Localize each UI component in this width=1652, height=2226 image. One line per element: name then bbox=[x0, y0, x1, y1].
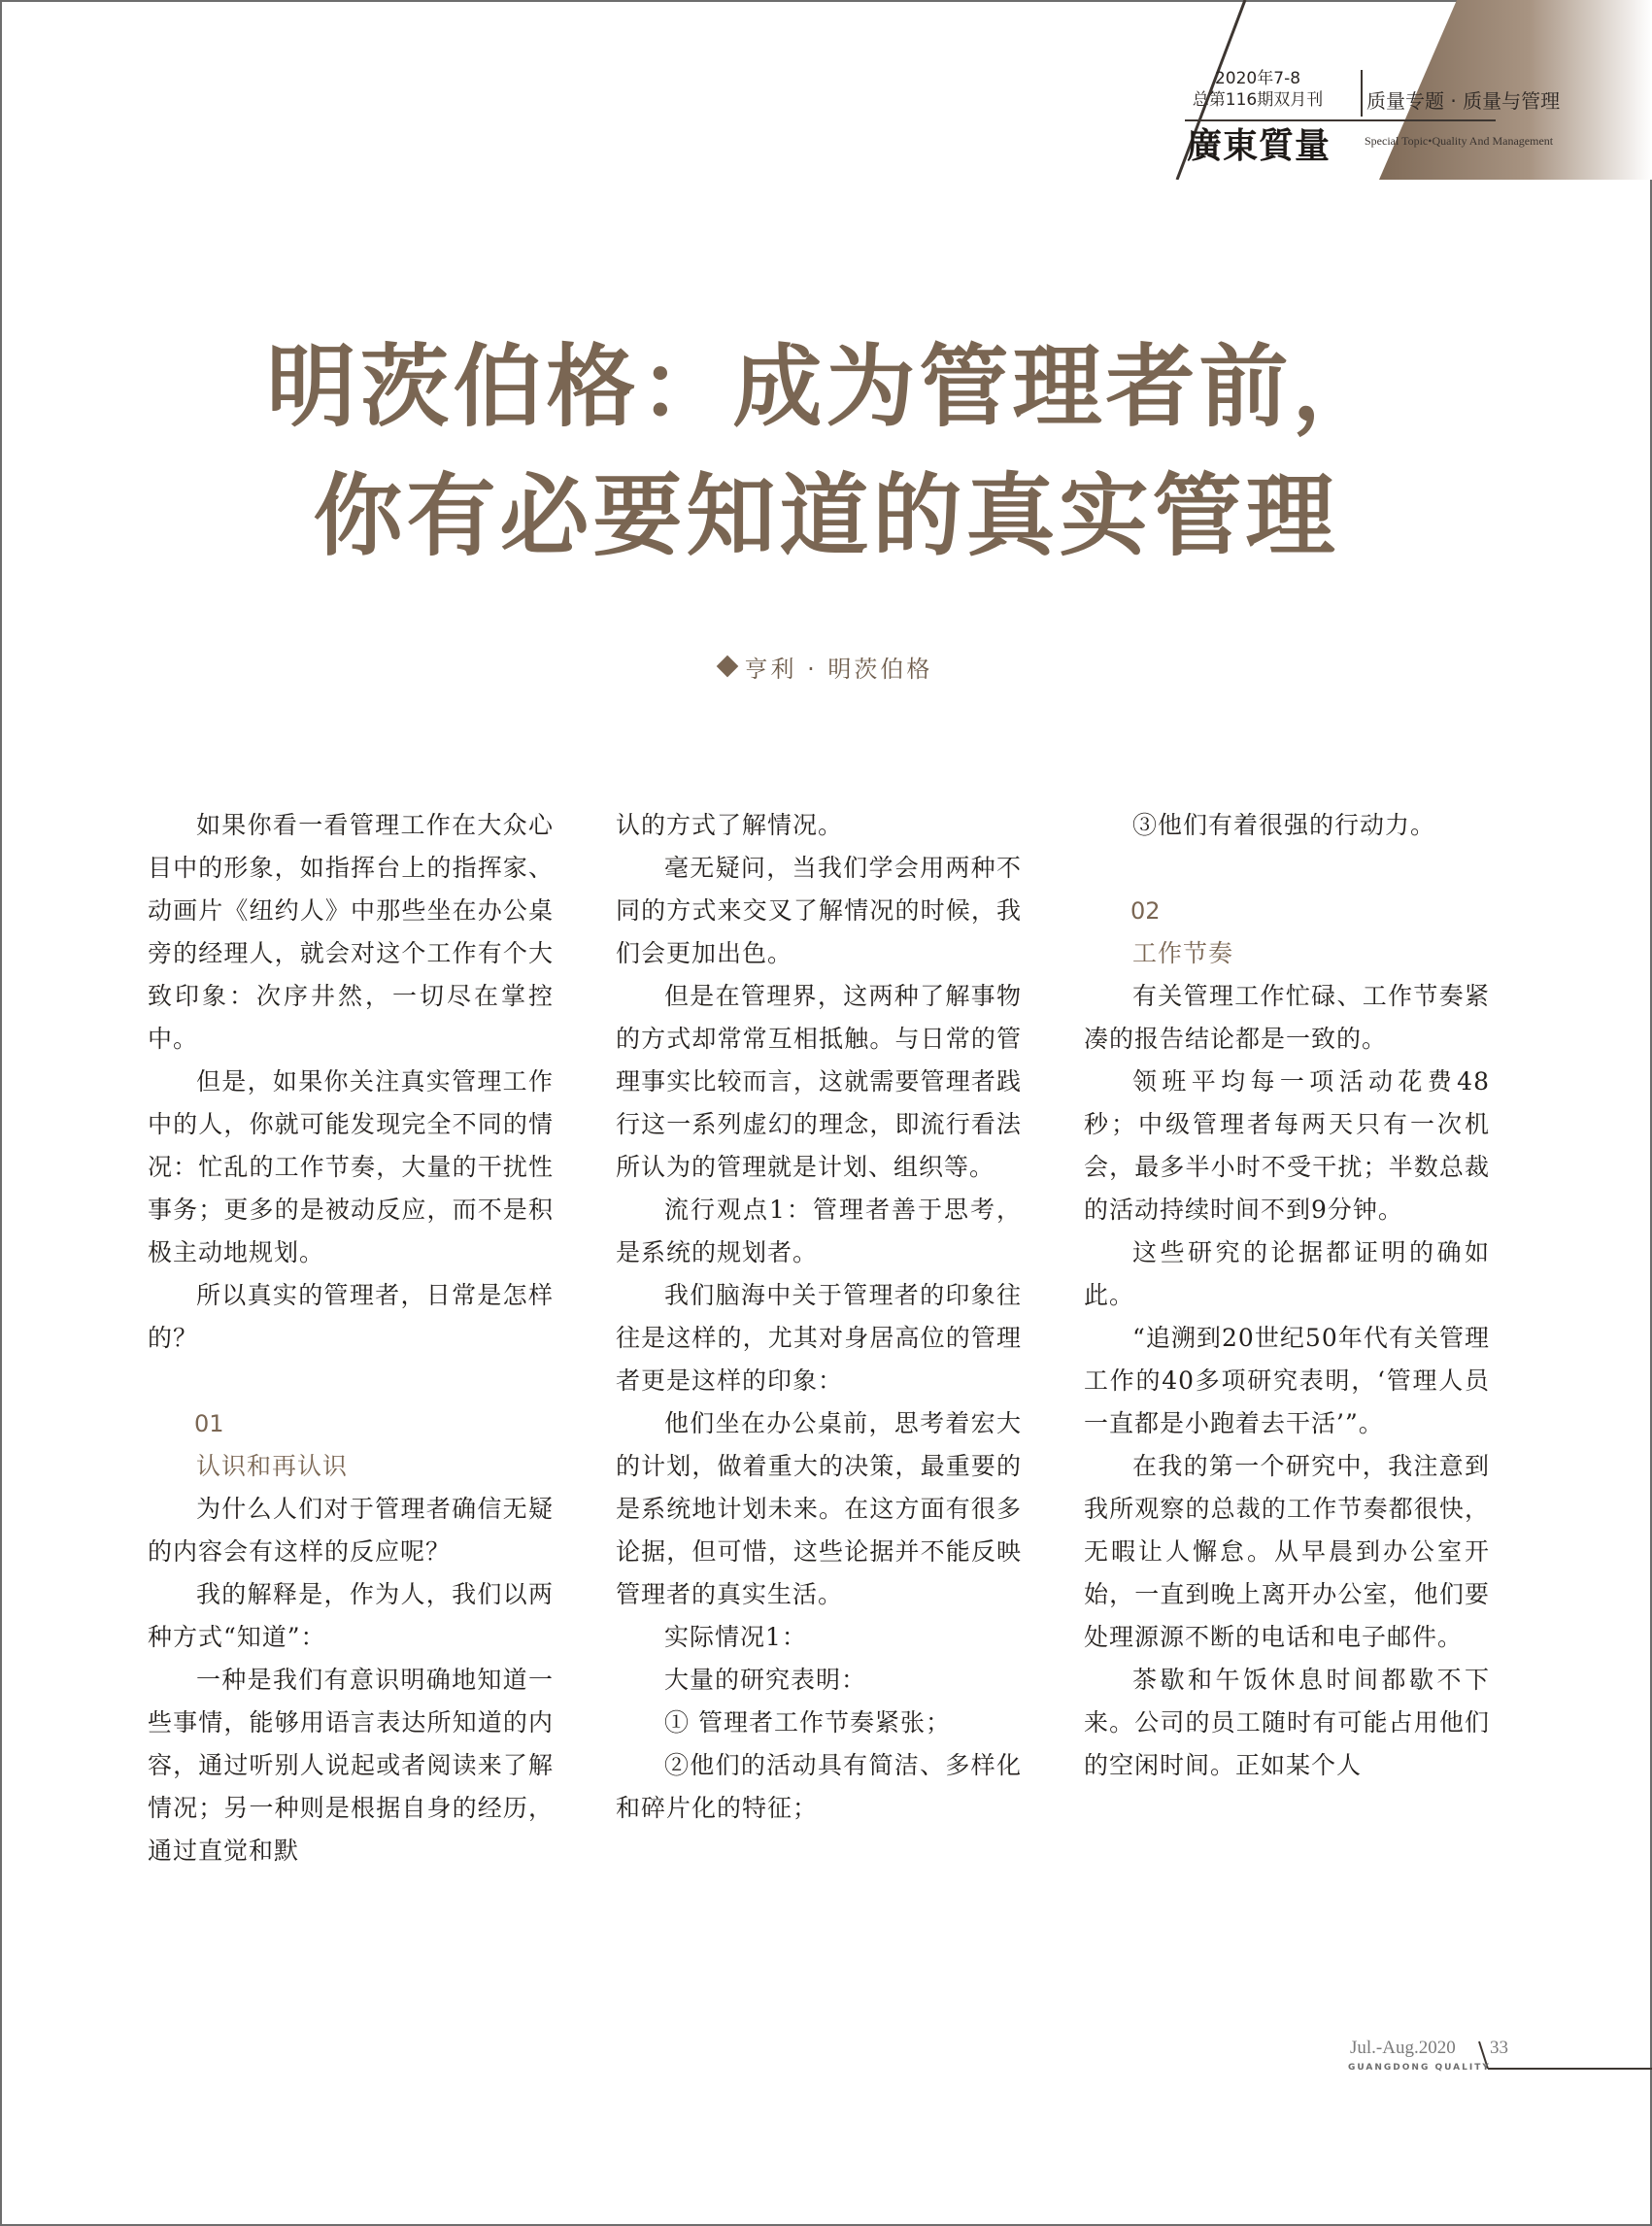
paragraph: 实际情况1： bbox=[664, 1623, 807, 1651]
paragraph: 我们脑海中关于管理者的印象往往是这样的，尤其对身居高位的管理者更是这样的印象： bbox=[616, 1281, 1022, 1395]
section-number: 01 bbox=[194, 1410, 224, 1437]
issue-info bbox=[1175, 68, 1340, 111]
footer-date: Jul.-Aug.2020 bbox=[1350, 2038, 1456, 2058]
paragraph: 如果你看一看管理工作在大众心目中的形象，如指挥台上的指挥家、动画片《纽约人》中那些坐在办公桌旁的经理人，就会对这个工作有个大致印象：次序井然，一切尽在掌控中。 bbox=[148, 811, 554, 1053]
paragraph: 有关管理工作忙碌、工作节奏紧凑的报告结论都是一致的。 bbox=[1084, 982, 1490, 1053]
diamond-icon bbox=[716, 656, 738, 678]
section-topic-english: Special Topic•Quality And Management bbox=[1365, 134, 1554, 148]
column-1 bbox=[148, 804, 554, 1872]
list-item: ③他们有着很强的行动力。 bbox=[1132, 811, 1436, 839]
magazine-logo: 廣東質量 bbox=[1187, 125, 1332, 166]
paragraph: 一种是我们有意识明确地知道一些事情，能够用语言表达所知道的内容，通过听别人说起或者阅读来了解情况；另一种则是根据自身的经历，通过直觉和默 bbox=[148, 1666, 554, 1865]
article-title-line1: 明茨伯格：成为管理者前， bbox=[266, 335, 1386, 439]
issue-date: 2020年7-8 bbox=[1214, 69, 1301, 88]
paragraph: 为什么人们对于管理者确信无疑的内容会有这样的反应呢？ bbox=[148, 1495, 554, 1566]
section-heading: 工作节奏 bbox=[1132, 939, 1234, 967]
paragraph: 但是，如果你关注真实管理工作中的人，你就可能发现完全不同的情况：忙乱的工作节奏，大量的干扰性事务；更多的是被动反应，而不是积极主动地规划。 bbox=[148, 1067, 554, 1266]
list-item: ②他们的活动具有简洁、多样化和碎片化的特征； bbox=[616, 1751, 1022, 1822]
paragraph: 我的解释是，作为人，我们以两种方式“知道”： bbox=[148, 1580, 554, 1651]
paragraph: 毫无疑问，当我们学会用两种不同的方式来交叉了解情况的时候，我们会更加出色。 bbox=[616, 854, 1022, 967]
section-number: 02 bbox=[1130, 897, 1161, 925]
paragraph: 在我的第一个研究中，我注意到我所观察的总裁的工作节奏都很快，无暇让人懈怠。从早晨到办公室开始，一直到晚上离开办公室，他们要处理源源不断的电话和电子邮件。 bbox=[1084, 1452, 1490, 1651]
section-topic: 质量专题 · 质量与管理 bbox=[1366, 89, 1561, 113]
author-name: 亨利 · 明茨伯格 bbox=[744, 656, 933, 683]
paragraph-continued: 认的方式了解情况。 bbox=[616, 811, 844, 839]
article-title-line2: 你有必要知道的真实管理 bbox=[313, 464, 1339, 568]
paragraph: 大量的研究表明： bbox=[664, 1666, 867, 1694]
paragraph: “追溯到20世纪50年代有关管理工作的40多项研究表明，‘管理人员一直都是小跑着去干活’”。 bbox=[1084, 1324, 1490, 1437]
section-heading: 认识和再认识 bbox=[196, 1452, 349, 1480]
paragraph: 茶歇和午饭休息时间都歇不下来。公司的员工随时有可能占用他们的空闲时间。正如某个人 bbox=[1084, 1666, 1490, 1779]
list-item: ① 管理者工作节奏紧张； bbox=[664, 1708, 951, 1737]
page-number: 33 bbox=[1490, 2038, 1508, 2058]
column-3 bbox=[1084, 804, 1490, 1787]
paragraph: 这些研究的论据都证明的确如此。 bbox=[1084, 1238, 1490, 1309]
paragraph: 流行观点1：管理者善于思考，是系统的规划者。 bbox=[616, 1196, 1022, 1266]
footer-publication: GUANGDONG QUALITY bbox=[1348, 2063, 1491, 2073]
issue-number: 总第116期双月刊 bbox=[1192, 90, 1324, 110]
paragraph: 他们坐在办公桌前，思考着宏大的计划，做着重大的决策，最重要的是系统地计划未来。在这方面有很多论据，但可惜，这些论据并不能反映管理者的真实生活。 bbox=[616, 1409, 1022, 1608]
paragraph: 领班平均每一项活动花费48秒；中级管理者每两天只有一次机会，最多半小时不受干扰；半数总裁的活动持续时间不到9分钟。 bbox=[1084, 1067, 1490, 1224]
column-2 bbox=[616, 804, 1022, 1830]
paragraph: 所以真实的管理者，日常是怎样的？ bbox=[148, 1281, 554, 1352]
byline bbox=[0, 650, 1652, 684]
paragraph: 但是在管理界，这两种了解事物的方式却常常互相抵触。与日常的管理事实比较而言，这就需要管理者践行这一系列虚幻的理念，即流行看法所认为的管理就是计划、组织等。 bbox=[616, 982, 1022, 1181]
